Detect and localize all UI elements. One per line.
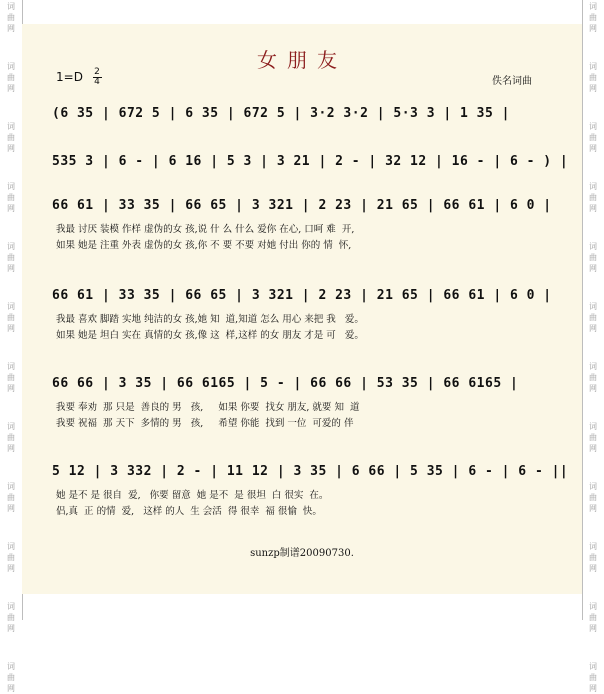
watermark-char: 网 [589, 624, 597, 633]
watermark-char: 曲 [589, 373, 597, 382]
right-watermark-strip [582, 0, 604, 693]
key-signature: 1=D [56, 70, 83, 84]
watermark-char: 曲 [7, 133, 15, 142]
notation-line-4: 66 61 | 33 35 | 66 65 | 3 321 | 2 23 | 21 65 | 66 61 | 6 0 | [52, 288, 552, 303]
watermark-char: 词 [589, 482, 597, 491]
lyric-line-6-verse-1: 她 是不 是 很自 爱, 你要 留意 她 是不 是 很坦 白 很实 在。 [56, 490, 329, 501]
watermark-char: 词 [589, 182, 597, 191]
watermark-char: 网 [589, 84, 597, 93]
watermark-char: 曲 [589, 493, 597, 502]
watermark-char: 曲 [7, 493, 15, 502]
watermark-char: 曲 [589, 313, 597, 322]
lyric-line-5-verse-1: 我要 奉劝 那 只是 善良的 男 孩, 如果 你要 找女 朋友, 就要 知 道 [56, 402, 360, 413]
watermark-char: 词 [7, 302, 15, 311]
score-sheet [22, 24, 582, 594]
time-signature [92, 68, 102, 87]
notation-line-5: 66 66 | 3 35 | 66 6165 | 5 - | 66 66 | 53 35 | 66 6165 | [52, 376, 519, 391]
right-border-line [582, 0, 583, 620]
watermark-char: 曲 [589, 433, 597, 442]
watermark-char: 曲 [7, 553, 15, 562]
watermark-char: 曲 [7, 373, 15, 382]
watermark-char: 词 [7, 482, 15, 491]
watermark-char: 曲 [589, 13, 597, 22]
watermark-char: 词 [7, 422, 15, 431]
lyric-line-3-verse-1: 我最 讨厌 装模 作样 虚伪的女 孩,说 什 么 什么 爱你 在心, 口呵 难 开, [56, 224, 355, 235]
watermark-char: 词 [589, 302, 597, 311]
watermark-char: 词 [589, 422, 597, 431]
watermark-char: 网 [7, 624, 15, 633]
notation-line-2: 535 3 | 6 - | 6 16 | 5 3 | 3 21 | 2 - | 32 12 | 16 - | 6 - ) | [52, 154, 569, 169]
watermark-char: 网 [589, 384, 597, 393]
author-credit: 佚名词曲 [492, 76, 532, 87]
watermark-char: 曲 [589, 553, 597, 562]
watermark-char: 网 [7, 144, 15, 153]
watermark-char: 曲 [589, 73, 597, 82]
watermark-char: 词 [7, 662, 15, 671]
watermark-char: 词 [7, 62, 15, 71]
watermark-char: 网 [7, 204, 15, 213]
watermark-char: 词 [7, 242, 15, 251]
watermark-char: 词 [589, 242, 597, 251]
watermark-char: 曲 [589, 133, 597, 142]
notation-line-3: 66 61 | 33 35 | 66 65 | 3 321 | 2 23 | 21 65 | 66 61 | 6 0 | [52, 198, 552, 213]
watermark-char: 词 [589, 542, 597, 551]
watermark-char: 网 [589, 564, 597, 573]
lyric-line-4-verse-2: 如果 她是 坦白 实在 真情的女 孩,像 这 样,这样 的女 朋友 才是 可 爱。 [56, 330, 364, 341]
watermark-char: 曲 [7, 673, 15, 682]
watermark-char: 网 [589, 204, 597, 213]
lyric-line-6-verse-2: 侣,真 正 的情 爱, 这样 的人 生 会活 得 很幸 福 很愉 快。 [56, 506, 322, 517]
watermark-char: 曲 [7, 313, 15, 322]
watermark-char: 网 [7, 444, 15, 453]
notation-line-1: (6 35 | 672 5 | 6 35 | 672 5 | 3·2 3·2 | 5·3 3 | 1 35 | [52, 106, 510, 121]
watermark-char: 曲 [7, 73, 15, 82]
watermark-char: 曲 [589, 193, 597, 202]
watermark-char: 曲 [589, 613, 597, 622]
watermark-char: 网 [7, 324, 15, 333]
transcriber-signature: sunzp制谱20090730. [250, 548, 354, 559]
watermark-char: 网 [7, 564, 15, 573]
lyric-line-5-verse-2: 我要 祝福 那 天下 多情的 男 孩, 希望 你能 找到 一位 可爱的 伴 [56, 418, 354, 429]
watermark-char: 网 [7, 504, 15, 513]
watermark-char: 网 [7, 84, 15, 93]
watermark-char: 曲 [589, 673, 597, 682]
watermark-char: 词 [7, 2, 15, 11]
watermark-char: 网 [7, 384, 15, 393]
watermark-char: 网 [589, 444, 597, 453]
meter-bottom: 4 [94, 77, 100, 87]
watermark-char: 网 [7, 24, 15, 33]
watermark-char: 词 [7, 362, 15, 371]
watermark-char: 网 [589, 264, 597, 273]
watermark-char: 网 [589, 144, 597, 153]
watermark-char: 曲 [7, 13, 15, 22]
watermark-char: 词 [589, 602, 597, 611]
left-watermark-strip [0, 0, 22, 693]
song-title: 女朋友 [257, 48, 347, 72]
lyric-line-4-verse-1: 我最 喜欢 脚踏 实地 纯洁的女 孩,她 知 道,知道 怎么 用心 来把 我 爱。 [56, 314, 364, 325]
watermark-char: 曲 [7, 433, 15, 442]
lyric-line-3-verse-2: 如果 她是 注重 外表 虚伪的女 孩,你 不 要 不要 对她 付出 你的 情 怀, [56, 240, 352, 251]
watermark-char: 网 [7, 264, 15, 273]
watermark-char: 曲 [7, 613, 15, 622]
watermark-char: 网 [589, 324, 597, 333]
meter-top: 2 [94, 67, 100, 77]
watermark-char: 曲 [589, 253, 597, 262]
watermark-char: 词 [589, 362, 597, 371]
watermark-char: 词 [589, 62, 597, 71]
watermark-char: 曲 [7, 253, 15, 262]
watermark-char: 词 [7, 602, 15, 611]
watermark-char: 网 [589, 684, 597, 693]
watermark-char: 曲 [7, 193, 15, 202]
watermark-char: 词 [7, 122, 15, 131]
watermark-char: 词 [7, 182, 15, 191]
notation-line-6: 5 12 | 3 332 | 2 - | 11 12 | 3 35 | 6 66 | 5 35 | 6 - | 6 - || [52, 464, 569, 479]
watermark-char: 网 [589, 24, 597, 33]
watermark-char: 词 [589, 662, 597, 671]
watermark-char: 词 [7, 542, 15, 551]
watermark-char: 网 [589, 504, 597, 513]
watermark-char: 词 [589, 2, 597, 11]
watermark-char: 词 [589, 122, 597, 131]
watermark-char: 网 [7, 684, 15, 693]
